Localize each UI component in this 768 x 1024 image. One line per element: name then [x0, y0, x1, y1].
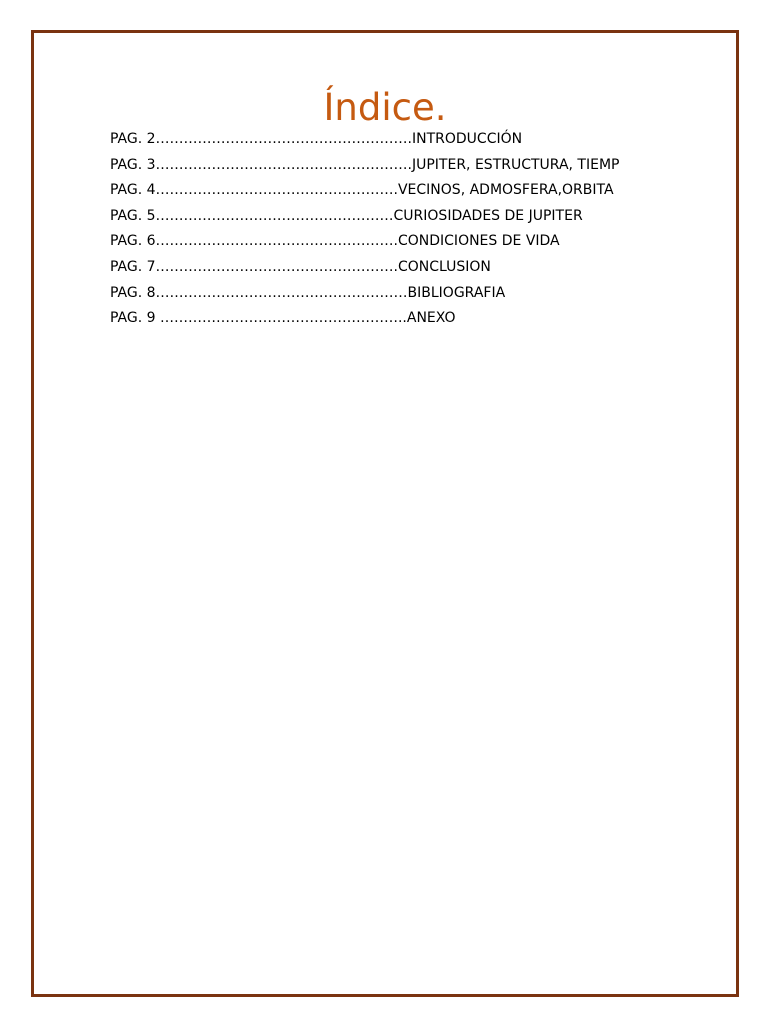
- toc-entry-pag-5: PAG. 5……………………………………………CURIOSIDADES DE JUPITER: [110, 207, 583, 224]
- toc-entry-pag-3: PAG. 3……………………………………………….JUPITER, ESTRUCTURA, TIEMP: [110, 156, 620, 173]
- toc-entry-pag-8: PAG. 8………………………………………………BIBLIOGRAFIA: [110, 284, 506, 301]
- toc-entry-pag-4: PAG. 4…………………………………………….VECINOS, ADMOSFERA,ORBITA: [110, 182, 614, 199]
- toc-entry-pag-2: PAG. 2……………………………………………….INTRODUCCIÓN: [110, 131, 523, 147]
- toc-entry-pag-7: PAG. 7…………………………………………….CONCLUSION: [110, 258, 491, 275]
- toc-entry-pag-9: PAG. 9 ……………………………………………..ANEXO: [110, 310, 456, 327]
- page-title: Índice.: [323, 86, 447, 129]
- document-page: [31, 30, 739, 997]
- toc-entry-pag-6: PAG. 6…………………………………………….CONDICIONES DE VIDA: [110, 233, 560, 250]
- table-of-contents: [110, 127, 670, 332]
